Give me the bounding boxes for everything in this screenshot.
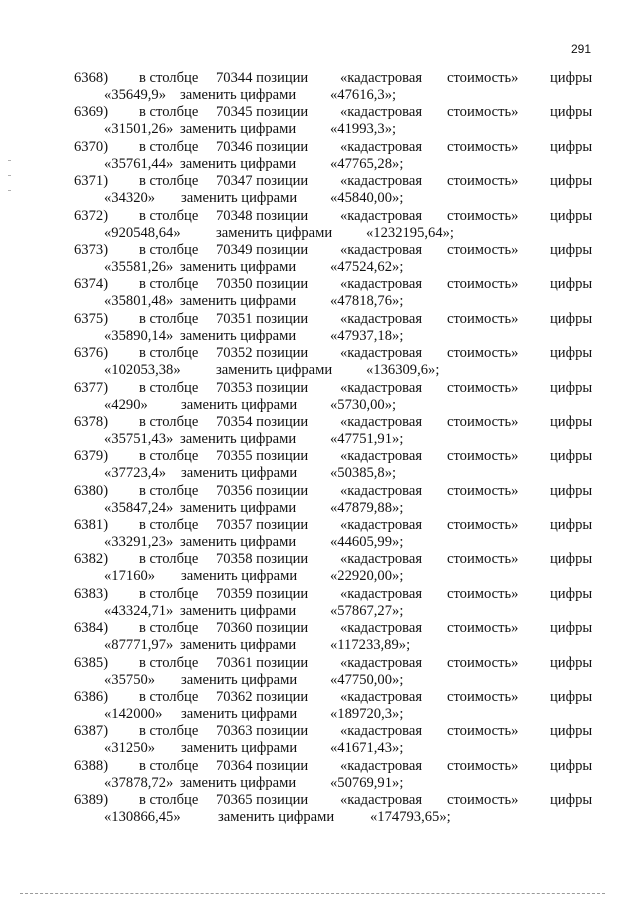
in-column-text: в столбце: [139, 482, 199, 499]
cadastral-text: «кадастровая: [340, 620, 423, 637]
old-value: «35581,26»: [104, 258, 174, 275]
position-number: 70365 позиции: [216, 792, 309, 809]
new-value: «47616,3»;: [330, 87, 397, 103]
replace-text: заменить цифрами: [180, 602, 297, 619]
position-number: 70345 позиции: [216, 104, 309, 121]
old-value: «920548,64»: [104, 224, 181, 241]
old-value: «4290»: [104, 396, 148, 413]
old-value: «142000»: [104, 706, 163, 723]
value-text: стоимость»: [447, 345, 519, 362]
value-text: стоимость»: [447, 70, 519, 86]
in-column-text: в столбце: [139, 551, 199, 568]
cadastral-text: «кадастровая: [340, 413, 423, 430]
value-text: стоимость»: [447, 310, 519, 327]
cadastral-text: «кадастровая: [340, 482, 423, 499]
item-number: 6381): [74, 517, 109, 534]
position-number: 70363 позиции: [216, 723, 309, 740]
new-value: «47750,00»;: [330, 671, 404, 688]
old-value: «37723,4»: [104, 465, 167, 482]
position-number: 70364 позиции: [216, 757, 309, 774]
replace-text: заменить цифрами: [181, 190, 298, 207]
position-number: 70360 позиции: [216, 620, 309, 637]
item-number: 6387): [74, 723, 109, 740]
item-number: 6388): [74, 757, 109, 774]
value-text: стоимость»: [447, 448, 519, 465]
in-column-text: в столбце: [139, 104, 199, 121]
amendment-item: [0, 104, 640, 138]
amendment-item: [0, 655, 640, 689]
cadastral-text: «кадастровая: [340, 551, 423, 568]
replace-text: заменить цифрами: [180, 774, 297, 791]
position-number: 70354 позиции: [216, 413, 309, 430]
new-value: «47524,62»;: [330, 258, 404, 275]
cadastral-text: «кадастровая: [340, 276, 423, 293]
replace-text: заменить цифрами: [180, 327, 297, 344]
digits-text: цифры: [550, 413, 593, 430]
cadastral-text: «кадастровая: [340, 654, 423, 671]
digits-text: цифры: [550, 207, 593, 224]
digits-text: цифры: [550, 345, 593, 362]
amendment-item: [0, 551, 640, 585]
digits-text: цифры: [550, 241, 593, 258]
amendment-item: [0, 173, 640, 207]
replace-text: заменить цифрами: [181, 740, 298, 757]
amendment-item: [0, 620, 640, 654]
item-number: 6378): [74, 413, 109, 430]
cadastral-text: «кадастровая: [340, 241, 423, 258]
value-text: стоимость»: [447, 482, 519, 499]
replace-text: заменить цифрами: [181, 706, 298, 723]
amendment-item: [0, 517, 640, 551]
in-column-text: в столбце: [139, 345, 199, 362]
replace-text: заменить цифрами: [180, 499, 297, 516]
item-number: 6386): [74, 689, 109, 706]
item-number: 6370): [74, 138, 109, 155]
in-column-text: в столбце: [139, 792, 199, 809]
replace-text: заменить цифрами: [180, 637, 297, 654]
old-value: «35649,9»: [104, 87, 167, 103]
digits-text: цифры: [550, 585, 593, 602]
new-value: «50385,8»;: [330, 465, 397, 482]
cadastral-text: «кадастровая: [340, 517, 423, 534]
amendment-item: [0, 208, 640, 242]
new-value: «41993,3»;: [330, 121, 397, 138]
value-text: стоимость»: [447, 138, 519, 155]
amendment-item: [0, 586, 640, 620]
cadastral-text: «кадастровая: [340, 104, 423, 121]
digits-text: цифры: [550, 138, 593, 155]
value-text: стоимость»: [447, 241, 519, 258]
digits-text: цифры: [550, 173, 593, 190]
new-value: «1232195,64»;: [366, 224, 454, 241]
new-value: «22920,00»;: [330, 568, 404, 585]
old-value: «102053,38»: [104, 362, 181, 379]
position-number: 70361 позиции: [216, 654, 309, 671]
old-value: «34320»: [104, 190, 156, 207]
value-text: стоимость»: [447, 276, 519, 293]
position-number: 70351 позиции: [216, 310, 309, 327]
digits-text: цифры: [550, 757, 593, 774]
item-number: 6385): [74, 654, 109, 671]
digits-text: цифры: [550, 70, 593, 86]
in-column-text: в столбце: [139, 241, 199, 258]
replace-text: заменить цифрами: [216, 362, 333, 379]
digits-text: цифры: [550, 792, 593, 809]
position-number: 70357 позиции: [216, 517, 309, 534]
item-number: 6383): [74, 585, 109, 602]
old-value: «37878,72»: [104, 774, 174, 791]
new-value: «47818,76»;: [330, 293, 404, 310]
cadastral-text: «кадастровая: [340, 138, 423, 155]
cadastral-text: «кадастровая: [340, 585, 423, 602]
old-value: «130866,45»: [104, 809, 181, 826]
in-column-text: в столбце: [139, 654, 199, 671]
digits-text: цифры: [550, 654, 593, 671]
in-column-text: в столбце: [139, 723, 199, 740]
position-number: 70353 позиции: [216, 379, 309, 396]
position-number: 70358 позиции: [216, 551, 309, 568]
amendment-item: [0, 242, 640, 276]
value-text: стоимость»: [447, 379, 519, 396]
value-text: стоимость»: [447, 413, 519, 430]
position-number: 70359 позиции: [216, 585, 309, 602]
value-text: стоимость»: [447, 551, 519, 568]
old-value: «31501,26»: [104, 121, 174, 138]
cadastral-text: «кадастровая: [340, 345, 423, 362]
replace-text: заменить цифрами: [218, 809, 335, 826]
in-column-text: в столбце: [139, 413, 199, 430]
amendment-item: [0, 414, 640, 448]
new-value: «189720,3»;: [330, 706, 404, 723]
position-number: 70356 позиции: [216, 482, 309, 499]
old-value: «87771,97»: [104, 637, 174, 654]
position-number: 70350 позиции: [216, 276, 309, 293]
in-column-text: в столбце: [139, 276, 199, 293]
new-value: «136309,6»;: [366, 362, 440, 379]
in-column-text: в столбце: [139, 620, 199, 637]
value-text: стоимость»: [447, 585, 519, 602]
cadastral-text: «кадастровая: [340, 723, 423, 740]
new-value: «117233,89»;: [330, 637, 411, 654]
in-column-text: в столбце: [139, 757, 199, 774]
item-number: 6379): [74, 448, 109, 465]
new-value: «47751,91»;: [330, 430, 404, 447]
new-value: «41671,43»;: [330, 740, 404, 757]
old-value: «35761,44»: [104, 155, 174, 172]
position-number: 70348 позиции: [216, 207, 309, 224]
cadastral-text: «кадастровая: [340, 310, 423, 327]
old-value: «31250»: [104, 740, 156, 757]
value-text: стоимость»: [447, 757, 519, 774]
item-number: 6377): [74, 379, 109, 396]
replace-text: заменить цифрами: [180, 293, 297, 310]
old-value: «35751,43»: [104, 430, 174, 447]
new-value: «47879,88»;: [330, 499, 404, 516]
digits-text: цифры: [550, 379, 593, 396]
value-text: стоимость»: [447, 104, 519, 121]
cadastral-text: «кадастровая: [340, 689, 423, 706]
in-column-text: в столбце: [139, 517, 199, 534]
value-text: стоимость»: [447, 207, 519, 224]
digits-text: цифры: [550, 482, 593, 499]
amendment-item: [0, 792, 640, 826]
amendment-list: [0, 70, 640, 827]
replace-text: заменить цифрами: [180, 430, 297, 447]
in-column-text: в столбце: [139, 138, 199, 155]
replace-text: заменить цифрами: [216, 224, 333, 241]
in-column-text: в столбце: [139, 173, 199, 190]
new-value: «44605,99»;: [330, 534, 404, 551]
old-value: «33291,23»: [104, 534, 174, 551]
replace-text: заменить цифрами: [181, 568, 298, 585]
position-number: 70347 позиции: [216, 173, 309, 190]
item-number: 6374): [74, 276, 109, 293]
footer-divider: [20, 893, 605, 894]
position-number: 70346 позиции: [216, 138, 309, 155]
item-number: 6375): [74, 310, 109, 327]
cadastral-text: «кадастровая: [340, 173, 423, 190]
cadastral-text: «кадастровая: [340, 379, 423, 396]
item-number: 6389): [74, 792, 109, 809]
in-column-text: в столбце: [139, 207, 199, 224]
cadastral-text: «кадастровая: [340, 792, 423, 809]
item-number: 6372): [74, 207, 109, 224]
page-number: 291: [571, 42, 592, 56]
position-number: 70355 позиции: [216, 448, 309, 465]
old-value: «35890,14»: [104, 327, 174, 344]
digits-text: цифры: [550, 723, 593, 740]
new-value: «5730,00»;: [330, 396, 397, 413]
value-text: стоимость»: [447, 723, 519, 740]
cadastral-text: «кадастровая: [340, 70, 423, 86]
digits-text: цифры: [550, 104, 593, 121]
in-column-text: в столбце: [139, 310, 199, 327]
in-column-text: в столбце: [139, 585, 199, 602]
value-text: стоимость»: [447, 173, 519, 190]
digits-text: цифры: [550, 620, 593, 637]
old-value: «35847,24»: [104, 499, 174, 516]
replace-text: заменить цифрами: [181, 465, 298, 482]
amendment-item: [0, 276, 640, 310]
amendment-item: [0, 483, 640, 517]
replace-text: заменить цифрами: [180, 87, 297, 103]
replace-text: заменить цифрами: [180, 534, 297, 551]
replace-text: заменить цифрами: [181, 671, 298, 688]
amendment-item: [0, 723, 640, 757]
new-value: «50769,91»;: [330, 774, 404, 791]
amendment-item: [0, 448, 640, 482]
new-value: «174793,65»;: [370, 809, 451, 826]
position-number: 70352 позиции: [216, 345, 309, 362]
item-number: 6369): [74, 104, 109, 121]
amendment-item: [0, 70, 640, 104]
amendment-item: [0, 311, 640, 345]
in-column-text: в столбце: [139, 379, 199, 396]
cadastral-text: «кадастровая: [340, 207, 423, 224]
position-number: 70344 позиции: [216, 70, 309, 86]
digits-text: цифры: [550, 310, 593, 327]
in-column-text: в столбце: [139, 689, 199, 706]
item-number: 6371): [74, 173, 109, 190]
cadastral-text: «кадастровая: [340, 448, 423, 465]
position-number: 70362 позиции: [216, 689, 309, 706]
replace-text: заменить цифрами: [180, 121, 297, 138]
amendment-item: [0, 139, 640, 173]
position-number: 70349 позиции: [216, 241, 309, 258]
amendment-item: [0, 689, 640, 723]
new-value: «57867,27»;: [330, 602, 404, 619]
cadastral-text: «кадастровая: [340, 757, 423, 774]
digits-text: цифры: [550, 517, 593, 534]
replace-text: заменить цифрами: [180, 155, 297, 172]
new-value: «47937,18»;: [330, 327, 404, 344]
value-text: стоимость»: [447, 620, 519, 637]
item-number: 6384): [74, 620, 109, 637]
value-text: стоимость»: [447, 792, 519, 809]
new-value: «45840,00»;: [330, 190, 404, 207]
item-number: 6373): [74, 241, 109, 258]
item-number: 6368): [74, 70, 109, 86]
digits-text: цифры: [550, 551, 593, 568]
old-value: «17160»: [104, 568, 156, 585]
digits-text: цифры: [550, 689, 593, 706]
item-number: 6380): [74, 482, 109, 499]
amendment-item: [0, 380, 640, 414]
value-text: стоимость»: [447, 654, 519, 671]
replace-text: заменить цифрами: [180, 258, 297, 275]
item-number: 6376): [74, 345, 109, 362]
item-number: 6382): [74, 551, 109, 568]
old-value: «43324,71»: [104, 602, 174, 619]
old-value: «35801,48»: [104, 293, 174, 310]
digits-text: цифры: [550, 276, 593, 293]
replace-text: заменить цифрами: [181, 396, 298, 413]
digits-text: цифры: [550, 448, 593, 465]
amendment-item: [0, 758, 640, 792]
value-text: стоимость»: [447, 517, 519, 534]
old-value: «35750»: [104, 671, 156, 688]
value-text: стоимость»: [447, 689, 519, 706]
in-column-text: в столбце: [139, 448, 199, 465]
new-value: «47765,28»;: [330, 155, 404, 172]
in-column-text: в столбце: [139, 70, 199, 86]
amendment-item: [0, 345, 640, 379]
